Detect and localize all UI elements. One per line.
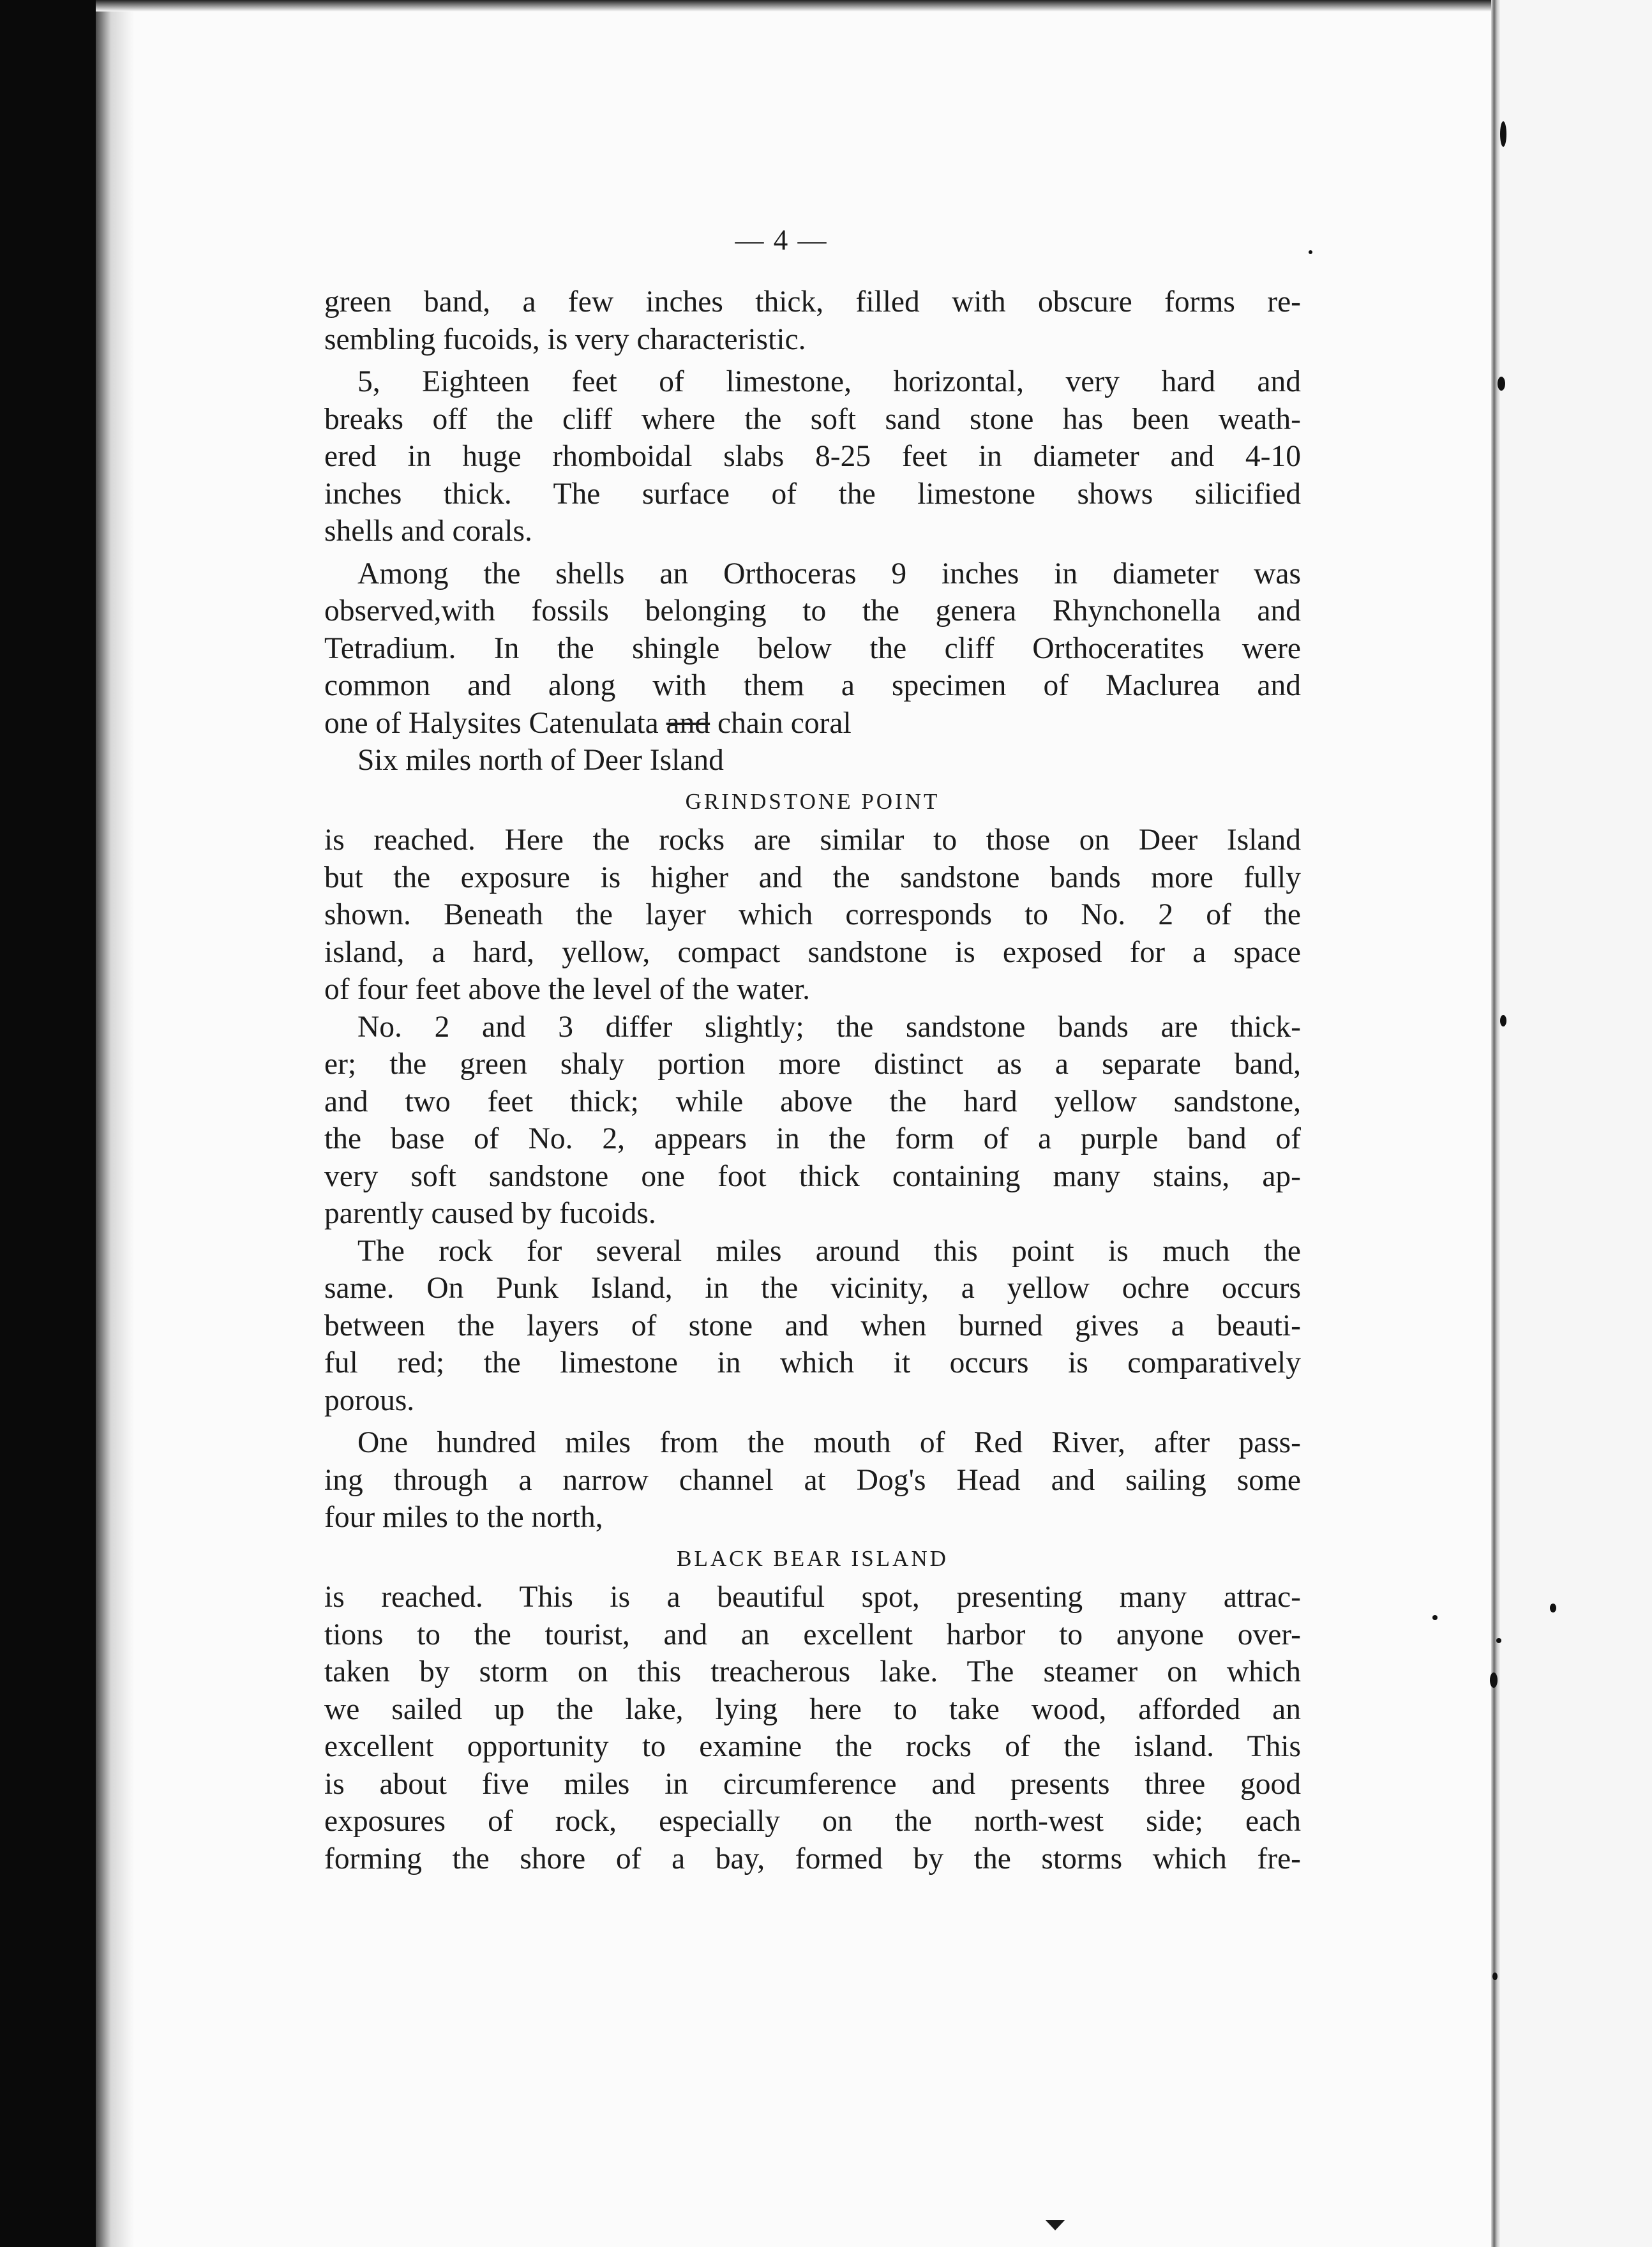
page-fold-line bbox=[1491, 0, 1500, 2247]
text-line: is reached. This is a beautiful spot, presenting many attrac- bbox=[324, 1581, 1301, 1614]
text-line: of four feet above the level of the water. bbox=[324, 973, 810, 1006]
text-line: Six miles north of Deer Island bbox=[357, 744, 724, 777]
text-segment: chain coral bbox=[717, 706, 852, 740]
section-heading: GRINDSTONE POINT bbox=[685, 788, 940, 814]
binding-hole-mark bbox=[1498, 377, 1505, 391]
binding-hole-mark bbox=[1500, 1015, 1506, 1026]
text-line: 5, Eighteen feet of limestone, horizontal, very hard and bbox=[357, 365, 1301, 398]
text-line-with-strikethrough bbox=[324, 705, 1301, 742]
text-line: is reached. Here the rocks are similar to those on Deer Island bbox=[324, 823, 1301, 857]
binding-hole-mark bbox=[1490, 1672, 1498, 1688]
text-line: island, a hard, yellow, compact sandstone is exposed for a space bbox=[324, 935, 1301, 969]
text-line: Tetradium. In the shingle below the cliff Orthoceratites were bbox=[324, 631, 1301, 665]
text-line: ful red; the limestone in which it occurs is comparatively bbox=[324, 1346, 1301, 1379]
text-line: exposures of rock, especially on the north-west side; each bbox=[324, 1805, 1301, 1838]
section-heading: BLACK BEAR ISLAND bbox=[677, 1545, 949, 1571]
text-line: green band, a few inches thick, filled with obscure forms re- bbox=[324, 285, 1301, 319]
binding-hole-mark bbox=[1500, 121, 1506, 147]
text-line: is about five miles in circumference and presents three good bbox=[324, 1767, 1301, 1801]
text-line: One hundred miles from the mouth of Red River, after pass- bbox=[357, 1426, 1301, 1459]
text-segment: one of Halysites Catenulata bbox=[324, 706, 659, 740]
adjacent-page-edge bbox=[1500, 0, 1652, 2247]
text-line: inches thick. The surface of the limestone shows silicified bbox=[324, 477, 1301, 511]
text-line: taken by storm on this treacherous lake. The steamer on which bbox=[324, 1655, 1301, 1688]
struck-out-word: and bbox=[666, 706, 710, 740]
page-top-shadow bbox=[96, 0, 1652, 11]
text-line: excellent opportunity to examine the rocks of the island. This bbox=[324, 1730, 1301, 1763]
text-line: No. 2 and 3 differ slightly; the sandstone bands are thick- bbox=[357, 1010, 1301, 1044]
text-line: Among the shells an Orthoceras 9 inches in diameter was bbox=[357, 557, 1301, 590]
text-line: forming the shore of a bay, formed by the storms which fre- bbox=[324, 1842, 1301, 1875]
page-number: — 4 — bbox=[735, 224, 828, 256]
text-line: ing through a narrow channel at Dog's Head and sailing some bbox=[324, 1463, 1301, 1497]
text-line: the base of No. 2, appears in the form of a purple band of bbox=[324, 1122, 1301, 1155]
text-line: er; the green shaly portion more distinct as a separate band, bbox=[324, 1048, 1301, 1081]
text-line: same. On Punk Island, in the vicinity, a yellow ochre occurs bbox=[324, 1272, 1301, 1305]
binding-hole-mark bbox=[1309, 250, 1312, 254]
page-left-shadow bbox=[96, 0, 134, 2247]
text-line: The rock for several miles around this point is much the bbox=[357, 1234, 1301, 1268]
text-line: parently caused by fucoids. bbox=[324, 1197, 656, 1230]
binding-hole-mark bbox=[1492, 1973, 1498, 1980]
text-line: ered in huge rhomboidal slabs 8-25 feet in diameter and 4-10 bbox=[324, 440, 1301, 473]
binding-hole-mark bbox=[1432, 1615, 1438, 1620]
text-line: and two feet thick; while above the hard yellow sandstone, bbox=[324, 1085, 1301, 1118]
text-line: between the layers of stone and when burned gives a beauti- bbox=[324, 1309, 1301, 1342]
binding-hole-mark bbox=[1496, 1638, 1501, 1643]
text-line: four miles to the north, bbox=[324, 1501, 603, 1534]
text-line: observed,with fossils belonging to the genera Rhynchonella and bbox=[324, 594, 1301, 628]
text-line: we sailed up the lake, lying here to take wood, afforded an bbox=[324, 1692, 1301, 1726]
text-line: but the exposure is higher and the sandstone bands more fully bbox=[324, 860, 1301, 894]
text-line: sembling fucoids, is very characteristic. bbox=[324, 322, 806, 356]
text-line: shells and corals. bbox=[324, 515, 532, 548]
text-line: shown. Beneath the layer which corresponds to No. 2 of the bbox=[324, 898, 1301, 931]
text-line: tions to the tourist, and an excellent harbor to anyone over- bbox=[324, 1618, 1301, 1651]
text-line: porous. bbox=[324, 1383, 415, 1417]
text-line: common and along with them a specimen of Maclurea and bbox=[324, 669, 1301, 702]
binding-hole-mark bbox=[1550, 1604, 1556, 1612]
text-line: very soft sandstone one foot thick containing many stains, ap- bbox=[324, 1159, 1301, 1193]
text-line: breaks off the cliff where the soft sand stone has been weath- bbox=[324, 402, 1301, 436]
body-text bbox=[324, 283, 1301, 1877]
